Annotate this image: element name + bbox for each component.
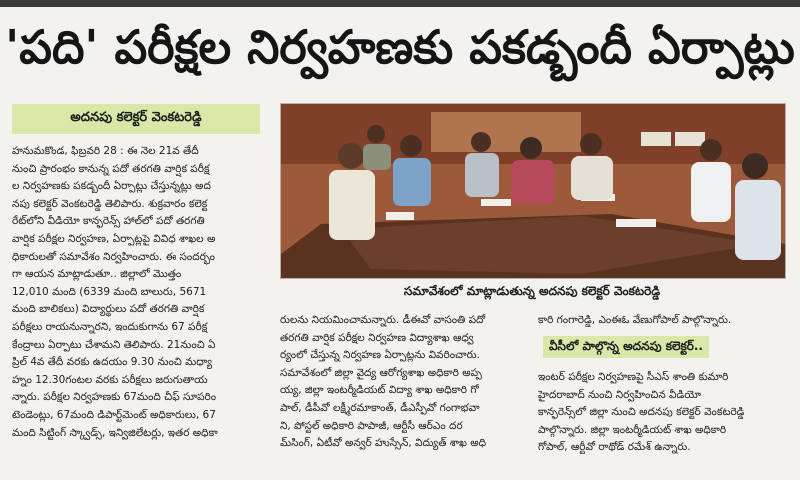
column1-line: మంది సిట్టింగ్ స్క్వాడ్స్, ఇన్విజిలేటర్లు, ఇతర అధికా: [12, 426, 218, 439]
column1-line: హనుమకొండ, ఫిబ్రవరి 28 : ఈ నెల 21వ తేదీ: [12, 145, 199, 157]
column1-line: మంది బాలికలు) విద్యార్థులు పదో తరగతి వార్షిక: [12, 303, 205, 316]
top-border-bar: [0, 0, 800, 7]
column1-line: రేట్‌లోని వీడియో కాన్ఫరెన్స్ హాల్‌లో పదో తరగతి: [12, 215, 205, 228]
article-column-3-body: [538, 369, 788, 477]
column3-line: పాల్గొన్నారు. జిల్లా ఇంటర్మీడియట్ శాఖ అధికారి: [538, 423, 727, 436]
column2-line: ర్యంలో చేస్తున్న నిర్వహణ ఏర్పాట్లను వివరించారు.: [280, 349, 480, 362]
column2-line: య్య, జిల్లా ఇంటర్మీడియట్ విద్యా శాఖ అధికారి గో: [280, 384, 479, 397]
column2-line: సమావేశంలో జిల్లా వైద్య ఆరోగ్యశాఖ అధికారి అప్ప: [280, 366, 482, 379]
column1-line: ప్రిల్ 4వ తేదీ వరకు ఉదయం 9.30 నుంచి మధ్యా: [12, 356, 213, 369]
column1-line: నుంచి ప్రారంభం కానున్న పదో తరగతి వార్షిక పరీక్ష: [12, 162, 210, 175]
column2-line: మ్‌సింగ్, ఏటీవో అన్వర్ హుస్సేన్, విద్యుత్ శాఖ అధి: [280, 437, 487, 450]
column1-line: నపు కలెక్టర్ వెంకటరెడ్డి తెలిపారు. శుక్రవారం కలెక్ట: [12, 197, 208, 210]
column1-line: ధికారులతో సమావేశం నిర్వహించారు. ఈ సందర్భం: [12, 250, 216, 263]
column1-line: కేంద్రాలు ఏర్పాటు చేశామని తెలిపారు. 21నుంచి ఏ: [12, 338, 216, 351]
column1-line: 12,010 మంది (6339 మంది బాలురు, 5671: [12, 285, 207, 298]
column1-line: టెండెంట్లు, 67మంది డిపార్ట్‌మెంట్ అధికారులు, 67: [12, 408, 216, 421]
meeting-photo: [280, 103, 786, 279]
column3-line: కాన్ఫరెన్స్‌లో జిల్లా నుంచి అదనపు కలెక్టర్ వెంకటరెడ్డి: [538, 406, 745, 419]
column1-line: వార్షిక పరీక్షల నిర్వహణ, ఏర్పాట్లపై వివిధ శాఖల అ: [12, 232, 216, 245]
column2-line: పాల్, డీపీవో లక్ష్మీరమాకాంత్, డీఎస్పీవో గంగాభవా: [280, 401, 480, 414]
column1-line: ల నిర్వహణకు పకడ్బందీ ఏర్పాట్లు చేస్తున్నట్లు అద: [12, 180, 211, 193]
byline: అదనపు కలెక్టర్ వెంకటరెడ్డి: [12, 104, 260, 134]
column1-line: పరీక్షలు రాయనున్నారని, ఇందుకుగాను 67 పరీక్ష: [12, 320, 208, 333]
column3-line: హైదరాబాద్ నుంచి నిర్వహించిన వీడియో: [538, 388, 702, 401]
photo-caption: సమావేశంలో మాట్లాడుతున్న అదనపు కలెక్టర్ వెంకటరెడ్డి: [403, 283, 661, 298]
headline: 'పది' పరీక్షల నిర్వహణకు పకడ్బందీ ఏర్పాట్లు: [5, 20, 795, 74]
article-column-2: [280, 312, 530, 478]
column2-line: ని, పోస్టల్ అధికారి పాపాజీ, ఆర్టీసీ ఆర్ఎం దర: [280, 419, 463, 432]
column1-line: హ్నం 12.30గంటల వరకు పరీక్షలు జరుగుతాయ: [12, 373, 208, 386]
column1-line: గా ఆయన మాట్లాడుతూ.. జిల్లాలో మొత్తం: [12, 268, 182, 281]
column2-line: రులను నియమించామన్నారు. డీఈవో వాసంతి పదో: [280, 314, 486, 326]
column3-top-line: కారి గంగారెడ్డి, ఎంఈఓ వేణుగోపాల్ పాల్గొన్నారు.: [538, 314, 732, 326]
column3-line: ఇంటర్ పరీక్షల నిర్వహణపై సీఎస్ శాంతి కుమారి: [538, 371, 729, 383]
subhead: వీసీలో పాల్గొన్న అదనపు కలెక్టర్..: [543, 336, 709, 358]
article-column-1: [12, 143, 274, 478]
column2-line: తరగతి వార్షిక పరీక్షల నిర్వహణ విద్యాశాఖ ఆధ్వ: [280, 331, 474, 344]
column3-line: గోపాల్, ఆర్టీవో రాథోడ్ రమేశ్ ఉన్నారు.: [538, 441, 691, 454]
column1-line: న్నారు. పరీక్షల నిర్వహణకు 67మంది చీఫ్ సూపరిం: [12, 391, 217, 404]
